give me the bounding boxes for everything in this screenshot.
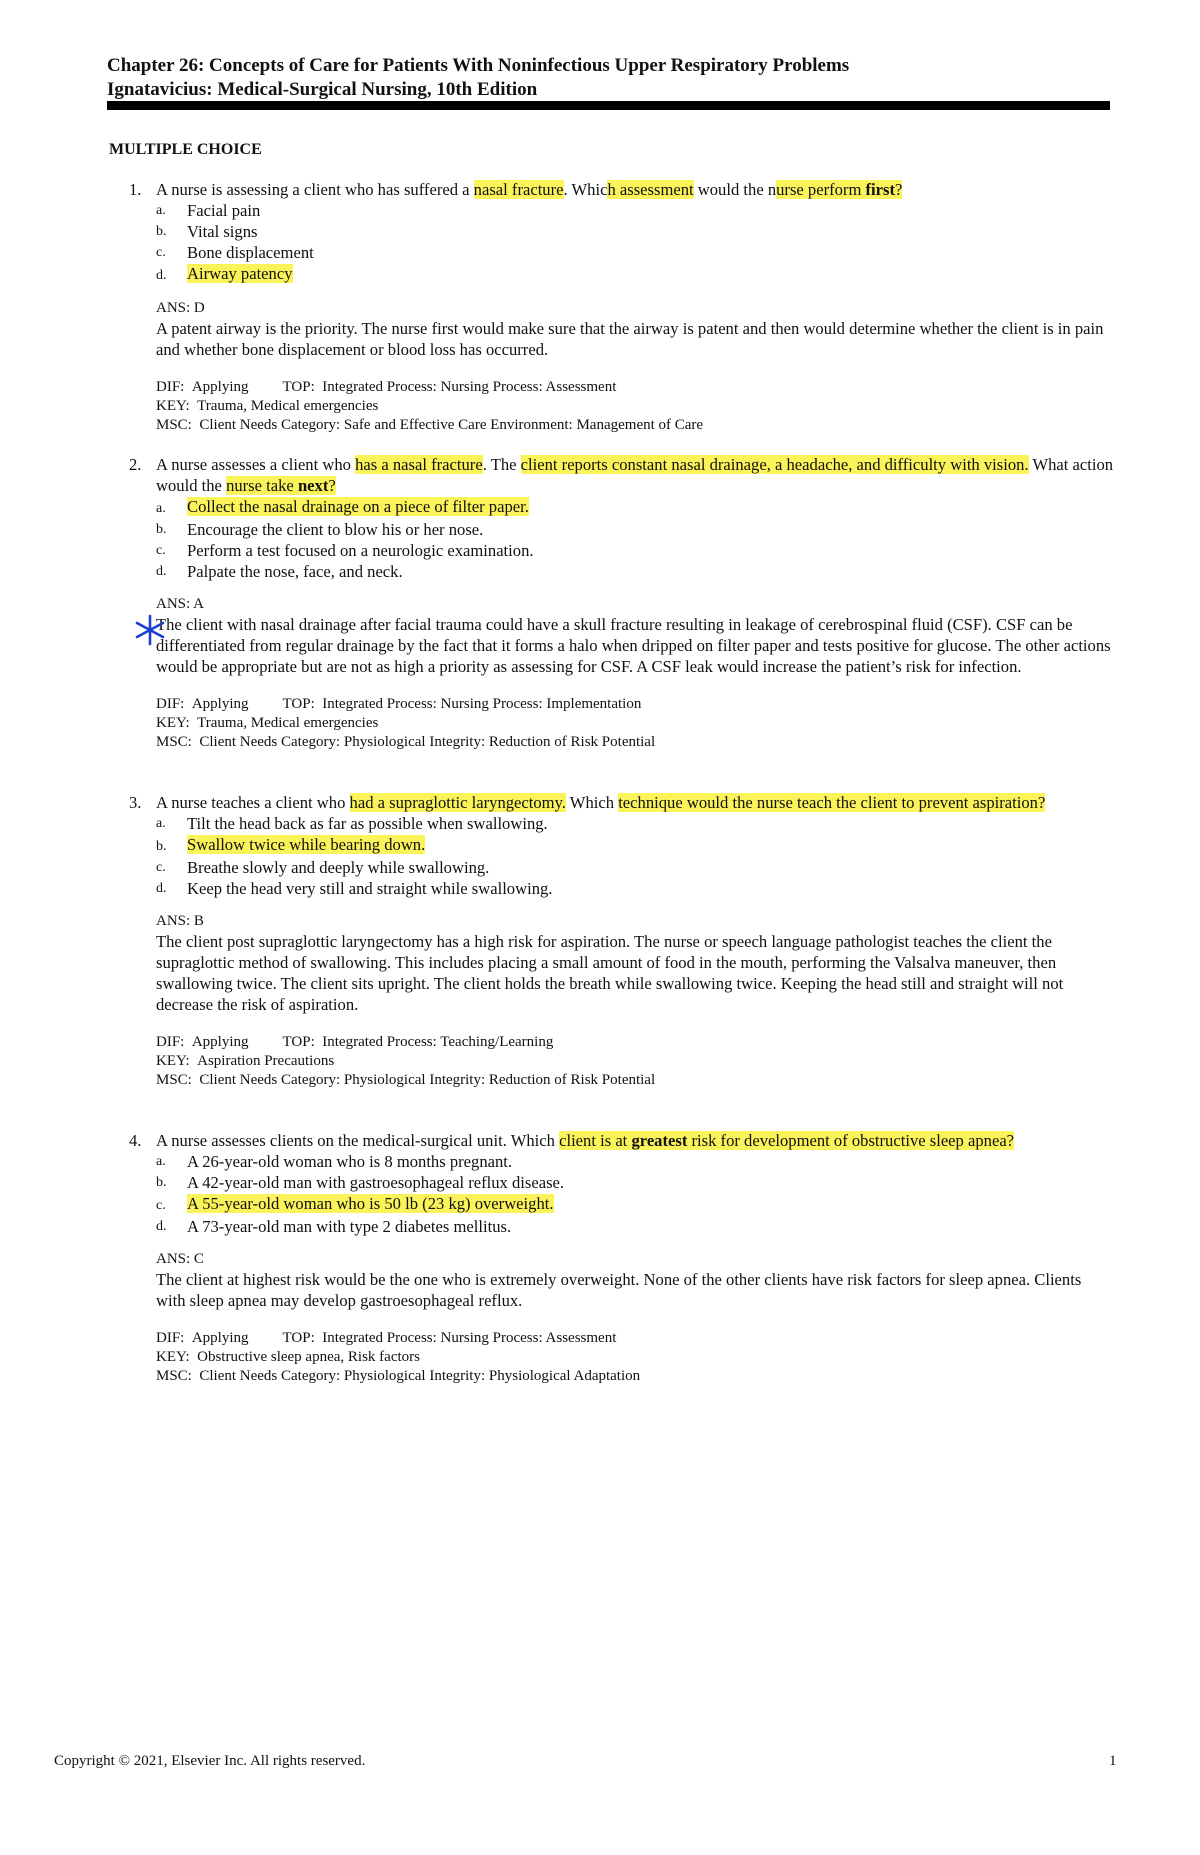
option-c: c. Bone displacement bbox=[156, 243, 314, 262]
rationale: The client at highest risk would be the one who is extremely overweight. None of the other clients have risk factors for sleep apnea. Clients with sleep apnea may develop gastroesophageal reflux. bbox=[156, 1270, 1082, 1310]
option-b: b. Vital signs bbox=[156, 222, 258, 241]
question-stem: 1. A nurse is assessing a client who has suffered a nasal fracture. Which assessment would the nurse perform first? bbox=[129, 180, 903, 199]
highlight: b. Swallow twice while bearing down. bbox=[156, 835, 426, 854]
rationale: A patent airway is the priority. The nurse first would make sure that the airway is patent and then would determine whether the client is in pain and whether bone displacement or blood loss has occurred. bbox=[156, 319, 1104, 359]
option-d: d. A 73-year-old man with type 2 diabetes mellitus. bbox=[156, 1217, 512, 1236]
option-a: a. A 26-year-old woman who is 8 months pregnant. bbox=[156, 1152, 513, 1171]
rationale: The client post supraglottic laryngectomy has a high risk for aspiration. The nurse or speech language pathologist teaches the client the supraglottic method of swallowing. This includes placing a small amount of food in the mouth, performing the Valsalva maneuver, then swallowing twice. The client sits upright. The client holds the breath while swallowing twice. Keeping the head still and straight will not decrease the risk of aspiration. bbox=[156, 932, 1064, 1014]
question-3 bbox=[109, 792, 1114, 1090]
answer-label: ANS: C bbox=[156, 1251, 204, 1267]
meta-key: KEY: Trauma, Medical emergencies bbox=[156, 398, 379, 414]
option-c: c. Breathe slowly and deeply while swallowing. bbox=[156, 858, 490, 877]
highlight: nasal fracture bbox=[473, 180, 564, 199]
meta-dif-top: DIF: Applying TOP: Integrated Process: Teaching/Learning bbox=[156, 1034, 554, 1050]
highlight: c. A 55-year-old woman who is 50 lb (23 kg) overweight. bbox=[156, 1194, 554, 1213]
highlight: had a supraglottic laryngectomy. bbox=[349, 793, 566, 812]
section-title: MULTIPLE CHOICE bbox=[109, 141, 262, 158]
question-stem: 4. A nurse assesses clients on the medical-surgical unit. Which client is at greatest risk for development of obstructive sleep apnea? bbox=[129, 1131, 1015, 1150]
highlight: urse perform first? bbox=[776, 180, 903, 199]
page-number: 1 bbox=[1109, 1753, 1117, 1769]
highlight: client is at greatest risk for development of obstructive sleep apnea? bbox=[559, 1131, 1015, 1150]
meta-msc: MSC: Client Needs Category: Physiological Integrity: Reduction of Risk Potential bbox=[156, 1072, 656, 1088]
option-a bbox=[109, 496, 1114, 519]
meta-key: KEY: Trauma, Medical emergencies bbox=[156, 715, 379, 731]
meta-msc: MSC: Client Needs Category: Physiological Integrity: Reduction of Risk Potential bbox=[156, 734, 656, 750]
question-stem: 3. A nurse teaches a client who had a supraglottic laryngectomy. Which technique would the nurse teach the client to prevent aspiration? bbox=[129, 793, 1046, 812]
copyright: Copyright © 2021, Elsevier Inc. All rights reserved. bbox=[54, 1753, 366, 1769]
header-rule bbox=[107, 101, 1110, 110]
option-d: d. Palpate the nose, face, and neck. bbox=[156, 562, 403, 581]
question-2 bbox=[109, 454, 1114, 752]
option-a: a. Tilt the head back as far as possible when swallowing. bbox=[156, 814, 548, 833]
question-number: 2. bbox=[129, 455, 142, 474]
answer-label: ANS: D bbox=[156, 300, 205, 316]
highlight: client reports constant nasal drainage, a headache, and difficulty with vision. bbox=[520, 455, 1029, 474]
book-subtitle: Ignatavicius: Medical-Surgical Nursing, 10th Edition bbox=[107, 79, 538, 100]
option-b: b. Encourage the client to blow his or her nose. bbox=[156, 520, 484, 539]
question-number: 1. bbox=[129, 180, 142, 199]
question-4 bbox=[109, 1130, 1114, 1386]
answer-label: ANS: A bbox=[156, 596, 204, 612]
question-number: 4. bbox=[129, 1131, 142, 1150]
asterisk-annotation-icon bbox=[134, 614, 166, 646]
question-number: 3. bbox=[129, 793, 142, 812]
option-c bbox=[109, 1193, 1114, 1216]
highlight: has a nasal fracture bbox=[355, 455, 483, 474]
meta-msc: MSC: Client Needs Category: Physiological Integrity: Physiological Adaptation bbox=[156, 1368, 641, 1384]
meta-dif-top: DIF: Applying TOP: Integrated Process: Nursing Process: Assessment bbox=[156, 379, 617, 395]
option-b: b. A 42-year-old man with gastroesophageal reflux disease. bbox=[156, 1173, 565, 1192]
highlight: technique would the nurse teach the client to prevent aspiration? bbox=[618, 793, 1046, 812]
highlight: a. Collect the nasal drainage on a piece of filter paper. bbox=[156, 497, 529, 516]
question-stem: 2. A nurse assesses a client who has a nasal fracture. The client reports constant nasal drainage, a headache, and difficulty with vision. What action would the nurse take next? bbox=[129, 455, 1114, 495]
highlight: nurse take next? bbox=[226, 476, 336, 495]
rationale: The client with nasal drainage after facial trauma could have a skull fracture resulting in leakage of cerebrospinal fluid (CSF). CSF can be differentiated from regular drainage by the fact that it forms a halo when dripped on filter paper and tests positive for glucose. The other actions would be appropriate but are not as high a priority as assessing for CSF. A CSF leak would increase the patient’s risk for infection. bbox=[156, 615, 1111, 676]
meta-key: KEY: Obstructive sleep apnea, Risk factors bbox=[156, 1349, 420, 1365]
option-c: c. Perform a test focused on a neurologic examination. bbox=[156, 541, 534, 560]
meta-dif-top: DIF: Applying TOP: Integrated Process: Nursing Process: Implementation bbox=[156, 696, 642, 712]
chapter-title: Chapter 26: Concepts of Care for Patients With Noninfectious Upper Respiratory Problems bbox=[107, 55, 850, 76]
option-d bbox=[109, 263, 1114, 286]
highlight: d. Airway patency bbox=[156, 264, 293, 283]
option-a: a. Facial pain bbox=[156, 201, 261, 220]
meta-msc: MSC: Client Needs Category: Safe and Effective Care Environment: Management of Care bbox=[156, 417, 704, 433]
highlight: h assessment bbox=[607, 180, 694, 199]
answer-label: ANS: B bbox=[156, 913, 204, 929]
question-1 bbox=[109, 179, 1114, 435]
meta-dif-top: DIF: Applying TOP: Integrated Process: Nursing Process: Assessment bbox=[156, 1330, 617, 1346]
meta-key: KEY: Aspiration Precautions bbox=[156, 1053, 335, 1069]
option-d: d. Keep the head very still and straight while swallowing. bbox=[156, 879, 553, 898]
option-b bbox=[109, 834, 1114, 857]
